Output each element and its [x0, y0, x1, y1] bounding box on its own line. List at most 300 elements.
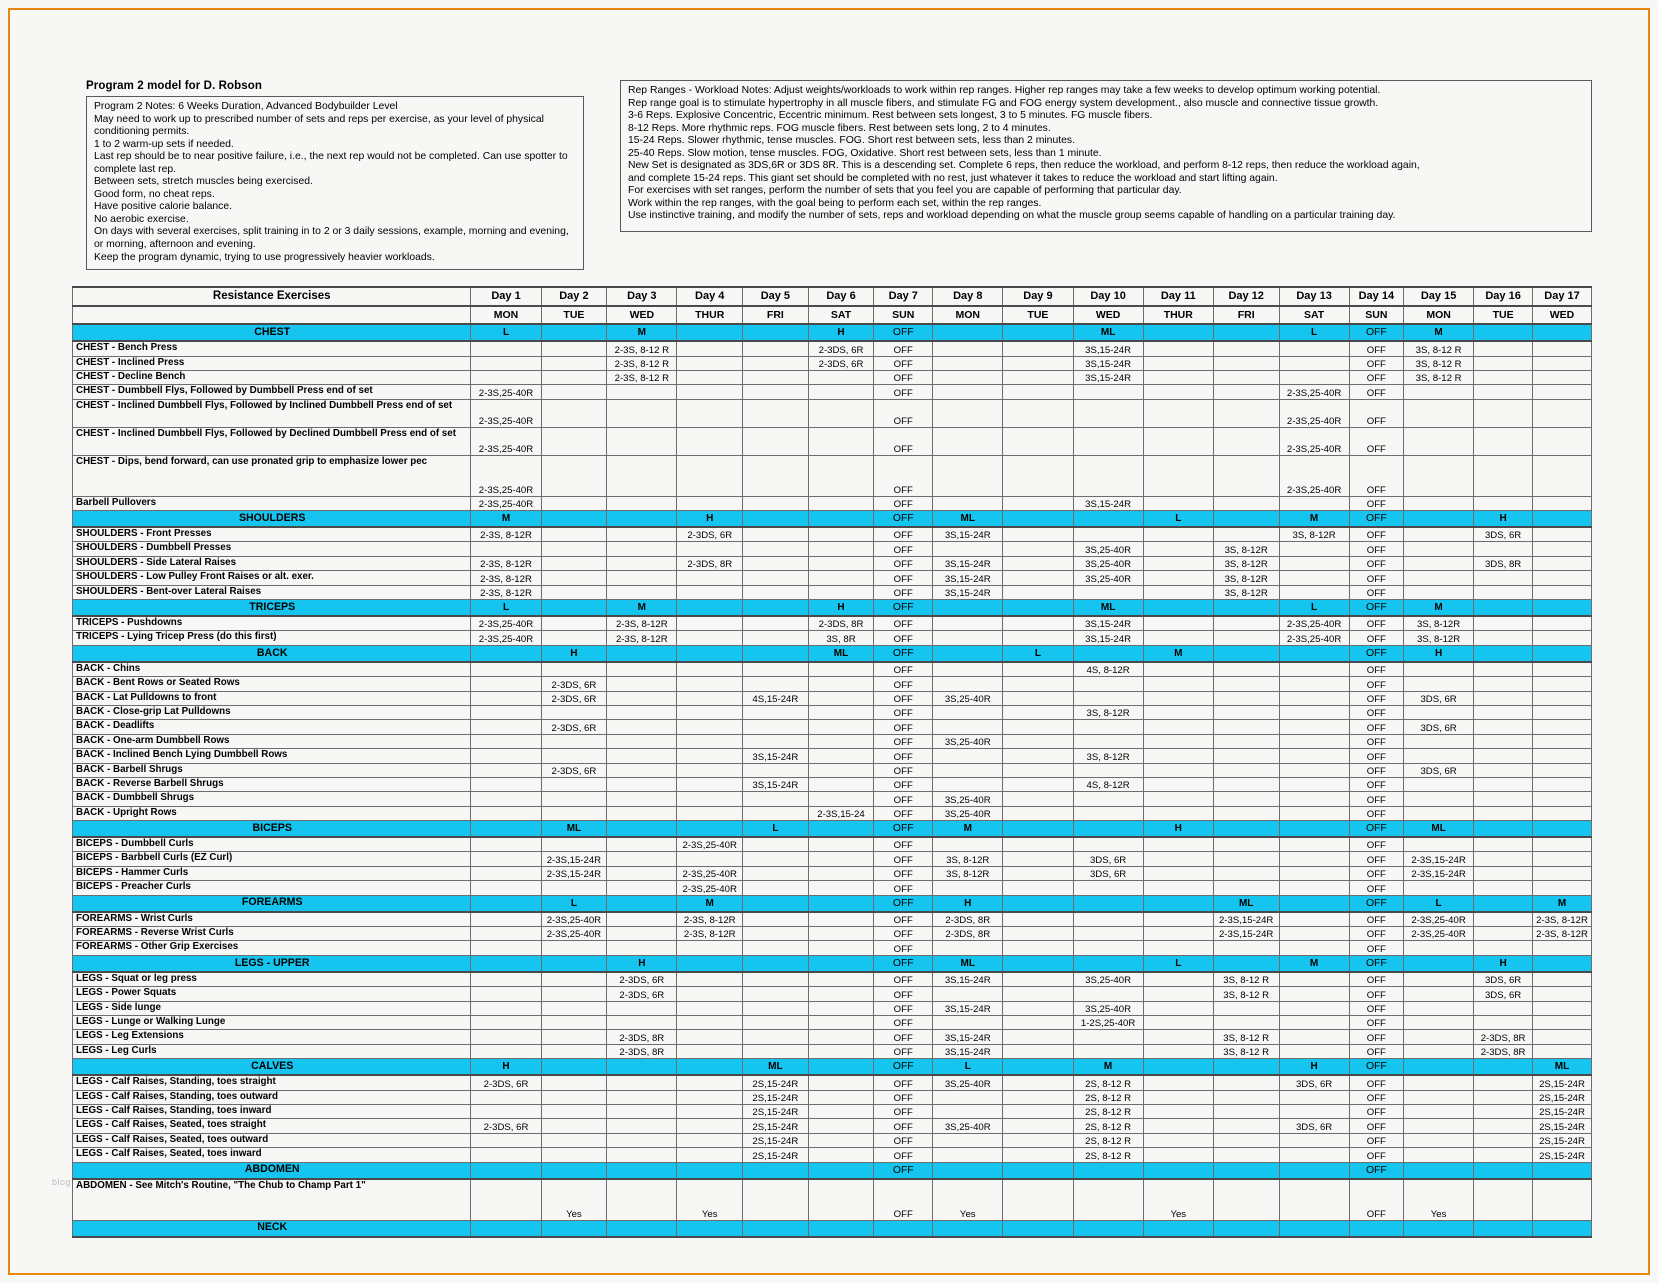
set-rep-cell[interactable] [607, 866, 677, 880]
set-rep-cell[interactable] [541, 427, 607, 455]
intensity-cell[interactable] [1003, 600, 1073, 617]
set-rep-cell[interactable]: 2S,15-24R [1533, 1148, 1592, 1162]
set-rep-cell[interactable] [677, 792, 743, 806]
intensity-cell[interactable] [541, 955, 607, 972]
set-rep-cell[interactable] [607, 720, 677, 734]
set-rep-cell[interactable]: 2-3DS, 8R [808, 616, 874, 631]
set-rep-cell[interactable] [1279, 912, 1349, 927]
intensity-cell[interactable] [743, 895, 809, 912]
set-rep-cell[interactable]: 4S,15-24R [743, 691, 809, 705]
intensity-cell[interactable] [471, 895, 541, 912]
set-rep-cell[interactable]: 3S,15-24R [1073, 370, 1143, 384]
rest-day-cell[interactable]: OFF [1349, 385, 1403, 399]
intensity-cell[interactable]: M [471, 511, 541, 528]
intensity-cell[interactable] [808, 1220, 874, 1237]
set-rep-cell[interactable] [1404, 1133, 1474, 1147]
set-rep-cell[interactable] [1533, 1179, 1592, 1221]
intensity-cell[interactable] [1003, 895, 1073, 912]
rest-day-cell[interactable]: OFF [1349, 705, 1403, 719]
intensity-cell[interactable] [1279, 1162, 1349, 1179]
set-rep-cell[interactable] [1474, 1001, 1533, 1015]
intensity-cell[interactable] [1279, 645, 1349, 662]
intensity-cell[interactable]: M [607, 600, 677, 617]
set-rep-cell[interactable] [1143, 571, 1213, 585]
set-rep-cell[interactable] [471, 792, 541, 806]
set-rep-cell[interactable] [1404, 542, 1474, 556]
rest-day-cell[interactable]: OFF [1349, 837, 1403, 852]
set-rep-cell[interactable] [1143, 866, 1213, 880]
intensity-cell[interactable] [933, 324, 1003, 341]
set-rep-cell[interactable] [933, 777, 1003, 791]
set-rep-cell[interactable]: 3S, 8-12R [1213, 542, 1279, 556]
set-rep-cell[interactable] [743, 370, 809, 384]
rest-day-cell[interactable]: OFF [874, 645, 933, 662]
rest-day-cell[interactable]: OFF [874, 662, 933, 677]
set-rep-cell[interactable]: 3S, 8-12R [1404, 631, 1474, 645]
rest-day-cell[interactable]: OFF [874, 399, 933, 427]
rest-day-cell[interactable]: OFF [1349, 1090, 1403, 1104]
intensity-cell[interactable] [1003, 955, 1073, 972]
rest-day-cell[interactable]: OFF [874, 631, 933, 645]
set-rep-cell[interactable] [471, 972, 541, 987]
set-rep-cell[interactable] [1474, 370, 1533, 384]
set-rep-cell[interactable] [1213, 734, 1279, 748]
set-rep-cell[interactable]: 2S,15-24R [743, 1148, 809, 1162]
set-rep-cell[interactable] [1474, 616, 1533, 631]
set-rep-cell[interactable] [1474, 1119, 1533, 1133]
intensity-cell[interactable] [808, 895, 874, 912]
set-rep-cell[interactable] [1474, 852, 1533, 866]
set-rep-cell[interactable] [541, 571, 607, 585]
set-rep-cell[interactable] [607, 585, 677, 599]
rest-day-cell[interactable]: OFF [1349, 571, 1403, 585]
set-rep-cell[interactable]: 3S, 8-12 R [1404, 356, 1474, 370]
intensity-cell[interactable] [607, 895, 677, 912]
set-rep-cell[interactable] [1404, 585, 1474, 599]
set-rep-cell[interactable] [1404, 385, 1474, 399]
rest-day-cell[interactable]: OFF [1349, 427, 1403, 455]
set-rep-cell[interactable] [1474, 720, 1533, 734]
set-rep-cell[interactable] [677, 1104, 743, 1118]
set-rep-cell[interactable]: 3S,15-24R [933, 585, 1003, 599]
rest-day-cell[interactable]: OFF [874, 720, 933, 734]
rest-day-cell[interactable]: OFF [1349, 941, 1403, 955]
intensity-cell[interactable]: ML [1533, 1059, 1592, 1076]
intensity-cell[interactable] [677, 1059, 743, 1076]
rest-day-cell[interactable]: OFF [874, 806, 933, 820]
set-rep-cell[interactable]: 2S, 8-12 R [1073, 1075, 1143, 1090]
set-rep-cell[interactable]: 2-3DS, 8R [933, 912, 1003, 927]
set-rep-cell[interactable] [808, 912, 874, 927]
set-rep-cell[interactable] [933, 455, 1003, 496]
set-rep-cell[interactable] [607, 385, 677, 399]
intensity-cell[interactable] [1213, 821, 1279, 838]
set-rep-cell[interactable] [808, 1044, 874, 1058]
set-rep-cell[interactable] [471, 749, 541, 763]
set-rep-cell[interactable] [1003, 912, 1073, 927]
set-rep-cell[interactable]: 3S,15-24R [1073, 341, 1143, 356]
set-rep-cell[interactable] [677, 720, 743, 734]
intensity-cell[interactable] [933, 1162, 1003, 1179]
set-rep-cell[interactable]: Yes [541, 1179, 607, 1221]
set-rep-cell[interactable] [677, 1090, 743, 1104]
rest-day-cell[interactable]: OFF [1349, 662, 1403, 677]
set-rep-cell[interactable] [1143, 399, 1213, 427]
set-rep-cell[interactable] [1003, 1148, 1073, 1162]
rest-day-cell[interactable]: OFF [1349, 1016, 1403, 1030]
set-rep-cell[interactable]: 4S, 8-12R [1073, 777, 1143, 791]
set-rep-cell[interactable]: 2-3S,25-40R [1279, 616, 1349, 631]
set-rep-cell[interactable] [808, 1030, 874, 1044]
intensity-cell[interactable] [743, 1220, 809, 1237]
set-rep-cell[interactable] [1404, 1044, 1474, 1058]
set-rep-cell[interactable] [1213, 763, 1279, 777]
intensity-cell[interactable] [743, 324, 809, 341]
set-rep-cell[interactable]: 2S, 8-12 R [1073, 1104, 1143, 1118]
set-rep-cell[interactable]: 2-3S,15-24R [1404, 852, 1474, 866]
set-rep-cell[interactable]: 2S, 8-12 R [1073, 1148, 1143, 1162]
set-rep-cell[interactable] [1279, 370, 1349, 384]
set-rep-cell[interactable] [743, 1001, 809, 1015]
set-rep-cell[interactable]: 2-3S, 8-12R [677, 912, 743, 927]
rest-day-cell[interactable]: OFF [874, 1075, 933, 1090]
set-rep-cell[interactable] [1474, 662, 1533, 677]
rest-day-cell[interactable]: OFF [874, 792, 933, 806]
set-rep-cell[interactable] [1279, 987, 1349, 1001]
set-rep-cell[interactable] [1003, 1179, 1073, 1221]
set-rep-cell[interactable] [808, 370, 874, 384]
set-rep-cell[interactable] [743, 927, 809, 941]
set-rep-cell[interactable] [1474, 705, 1533, 719]
set-rep-cell[interactable] [1003, 662, 1073, 677]
set-rep-cell[interactable]: 2-3S,15-24 [808, 806, 874, 820]
set-rep-cell[interactable] [1003, 677, 1073, 691]
intensity-cell[interactable] [1213, 600, 1279, 617]
set-rep-cell[interactable]: 3S,25-40R [1073, 556, 1143, 570]
intensity-cell[interactable] [677, 645, 743, 662]
set-rep-cell[interactable] [677, 341, 743, 356]
set-rep-cell[interactable]: 3DS, 6R [1404, 720, 1474, 734]
set-rep-cell[interactable] [471, 1133, 541, 1147]
rest-day-cell[interactable]: OFF [874, 866, 933, 880]
set-rep-cell[interactable] [1474, 1016, 1533, 1030]
set-rep-cell[interactable] [1003, 866, 1073, 880]
rest-day-cell[interactable]: OFF [874, 616, 933, 631]
set-rep-cell[interactable] [808, 1016, 874, 1030]
set-rep-cell[interactable] [1213, 941, 1279, 955]
set-rep-cell[interactable] [1279, 852, 1349, 866]
rest-day-cell[interactable]: OFF [874, 972, 933, 987]
set-rep-cell[interactable] [1003, 1133, 1073, 1147]
intensity-cell[interactable]: H [541, 645, 607, 662]
rest-day-cell[interactable]: OFF [874, 496, 933, 510]
intensity-cell[interactable]: L [1143, 511, 1213, 528]
set-rep-cell[interactable] [808, 677, 874, 691]
set-rep-cell[interactable]: 3S,25-40R [933, 806, 1003, 820]
set-rep-cell[interactable] [607, 1075, 677, 1090]
rest-day-cell[interactable]: OFF [1349, 1179, 1403, 1221]
set-rep-cell[interactable]: 2-3S,25-40R [1279, 427, 1349, 455]
intensity-cell[interactable] [1279, 1220, 1349, 1237]
set-rep-cell[interactable] [607, 542, 677, 556]
set-rep-cell[interactable]: 2-3DS, 6R [541, 763, 607, 777]
set-rep-cell[interactable] [541, 987, 607, 1001]
set-rep-cell[interactable]: 2-3DS, 6R [471, 1119, 541, 1133]
rest-day-cell[interactable]: OFF [1349, 927, 1403, 941]
rest-day-cell[interactable]: OFF [1349, 496, 1403, 510]
set-rep-cell[interactable]: 1-2S,25-40R [1073, 1016, 1143, 1030]
set-rep-cell[interactable]: 2-3S, 8-12R [471, 571, 541, 585]
set-rep-cell[interactable]: 2-3S,25-40R [1404, 927, 1474, 941]
set-rep-cell[interactable] [933, 1090, 1003, 1104]
set-rep-cell[interactable] [1404, 399, 1474, 427]
set-rep-cell[interactable]: 3S, 8-12R [933, 866, 1003, 880]
set-rep-cell[interactable] [1213, 881, 1279, 895]
set-rep-cell[interactable] [1003, 356, 1073, 370]
set-rep-cell[interactable]: 2-3S,15-24R [1213, 927, 1279, 941]
rest-day-cell[interactable]: OFF [1349, 1133, 1403, 1147]
intensity-cell[interactable]: ML [933, 511, 1003, 528]
rest-day-cell[interactable]: OFF [1349, 821, 1403, 838]
rest-day-cell[interactable]: OFF [1349, 1001, 1403, 1015]
set-rep-cell[interactable] [1003, 616, 1073, 631]
set-rep-cell[interactable] [808, 691, 874, 705]
set-rep-cell[interactable] [743, 866, 809, 880]
set-rep-cell[interactable] [471, 1104, 541, 1118]
set-rep-cell[interactable] [1474, 734, 1533, 748]
rest-day-cell[interactable]: OFF [874, 749, 933, 763]
set-rep-cell[interactable] [933, 631, 1003, 645]
set-rep-cell[interactable] [1073, 792, 1143, 806]
set-rep-cell[interactable] [1279, 1179, 1349, 1221]
set-rep-cell[interactable] [677, 852, 743, 866]
rest-day-cell[interactable]: OFF [1349, 356, 1403, 370]
intensity-cell[interactable] [874, 1220, 933, 1237]
set-rep-cell[interactable]: 2-3S,25-40R [1279, 385, 1349, 399]
rest-day-cell[interactable]: OFF [1349, 556, 1403, 570]
set-rep-cell[interactable] [1003, 455, 1073, 496]
intensity-cell[interactable]: ML [933, 955, 1003, 972]
set-rep-cell[interactable] [1143, 806, 1213, 820]
set-rep-cell[interactable] [1003, 427, 1073, 455]
intensity-cell[interactable] [1073, 821, 1143, 838]
rest-day-cell[interactable]: OFF [874, 1090, 933, 1104]
set-rep-cell[interactable] [808, 1001, 874, 1015]
set-rep-cell[interactable] [541, 556, 607, 570]
set-rep-cell[interactable]: 2-3S,25-40R [677, 866, 743, 880]
set-rep-cell[interactable] [1213, 496, 1279, 510]
set-rep-cell[interactable] [808, 941, 874, 955]
set-rep-cell[interactable]: 2-3S, 8-12R [1533, 927, 1592, 941]
set-rep-cell[interactable] [1474, 912, 1533, 927]
set-rep-cell[interactable] [471, 720, 541, 734]
rest-day-cell[interactable]: OFF [874, 1044, 933, 1058]
set-rep-cell[interactable] [1143, 763, 1213, 777]
set-rep-cell[interactable] [1213, 370, 1279, 384]
set-rep-cell[interactable]: 3S,25-40R [1073, 972, 1143, 987]
set-rep-cell[interactable] [1404, 1148, 1474, 1162]
set-rep-cell[interactable] [607, 556, 677, 570]
set-rep-cell[interactable] [607, 806, 677, 820]
intensity-cell[interactable] [1404, 1162, 1474, 1179]
set-rep-cell[interactable] [1073, 912, 1143, 927]
set-rep-cell[interactable] [808, 866, 874, 880]
set-rep-cell[interactable] [1279, 941, 1349, 955]
set-rep-cell[interactable] [607, 1133, 677, 1147]
set-rep-cell[interactable]: 3DS, 6R [1474, 527, 1533, 542]
set-rep-cell[interactable] [743, 1016, 809, 1030]
set-rep-cell[interactable] [1003, 941, 1073, 955]
set-rep-cell[interactable] [743, 1044, 809, 1058]
set-rep-cell[interactable]: 3S,25-40R [933, 691, 1003, 705]
set-rep-cell[interactable] [1143, 792, 1213, 806]
set-rep-cell[interactable] [743, 399, 809, 427]
set-rep-cell[interactable] [1073, 987, 1143, 1001]
set-rep-cell[interactable] [1279, 837, 1349, 852]
intensity-cell[interactable]: M [1279, 955, 1349, 972]
set-rep-cell[interactable] [1533, 399, 1592, 427]
intensity-cell[interactable] [1143, 600, 1213, 617]
rest-day-cell[interactable]: OFF [1349, 749, 1403, 763]
set-rep-cell[interactable] [1213, 1016, 1279, 1030]
set-rep-cell[interactable] [471, 941, 541, 955]
intensity-cell[interactable] [1404, 955, 1474, 972]
set-rep-cell[interactable] [933, 616, 1003, 631]
set-rep-cell[interactable] [677, 749, 743, 763]
set-rep-cell[interactable] [1533, 1001, 1592, 1015]
set-rep-cell[interactable]: Yes [1143, 1179, 1213, 1221]
set-rep-cell[interactable] [607, 496, 677, 510]
intensity-cell[interactable] [1143, 1059, 1213, 1076]
set-rep-cell[interactable] [1404, 792, 1474, 806]
set-rep-cell[interactable]: 2S,15-24R [1533, 1133, 1592, 1147]
set-rep-cell[interactable] [541, 356, 607, 370]
intensity-cell[interactable]: H [1474, 511, 1533, 528]
set-rep-cell[interactable] [1213, 399, 1279, 427]
set-rep-cell[interactable] [743, 852, 809, 866]
intensity-cell[interactable] [1533, 955, 1592, 972]
set-rep-cell[interactable] [677, 1001, 743, 1015]
set-rep-cell[interactable] [1213, 1133, 1279, 1147]
rest-day-cell[interactable]: OFF [1349, 912, 1403, 927]
set-rep-cell[interactable] [1073, 399, 1143, 427]
set-rep-cell[interactable] [743, 734, 809, 748]
set-rep-cell[interactable] [1143, 616, 1213, 631]
intensity-cell[interactable] [541, 324, 607, 341]
intensity-cell[interactable]: H [1143, 821, 1213, 838]
set-rep-cell[interactable] [1003, 1016, 1073, 1030]
intensity-cell[interactable]: ML [1404, 821, 1474, 838]
set-rep-cell[interactable] [1279, 734, 1349, 748]
set-rep-cell[interactable] [743, 571, 809, 585]
set-rep-cell[interactable] [808, 496, 874, 510]
set-rep-cell[interactable] [1213, 1119, 1279, 1133]
set-rep-cell[interactable] [1143, 556, 1213, 570]
rest-day-cell[interactable]: OFF [874, 341, 933, 356]
intensity-cell[interactable] [1143, 1162, 1213, 1179]
intensity-cell[interactable]: H [808, 324, 874, 341]
intensity-cell[interactable] [1533, 645, 1592, 662]
set-rep-cell[interactable] [1143, 1016, 1213, 1030]
set-rep-cell[interactable] [808, 852, 874, 866]
rest-day-cell[interactable]: OFF [874, 542, 933, 556]
set-rep-cell[interactable]: 2-3S,25-40R [471, 631, 541, 645]
intensity-cell[interactable] [471, 645, 541, 662]
set-rep-cell[interactable] [677, 1119, 743, 1133]
set-rep-cell[interactable] [1003, 542, 1073, 556]
set-rep-cell[interactable]: 2-3S,25-40R [471, 616, 541, 631]
set-rep-cell[interactable] [1279, 749, 1349, 763]
rest-day-cell[interactable]: OFF [874, 763, 933, 777]
rest-day-cell[interactable]: OFF [874, 571, 933, 585]
intensity-cell[interactable]: M [1143, 645, 1213, 662]
set-rep-cell[interactable] [677, 370, 743, 384]
set-rep-cell[interactable] [1073, 385, 1143, 399]
set-rep-cell[interactable] [1404, 571, 1474, 585]
set-rep-cell[interactable]: 3DS, 6R [1474, 987, 1533, 1001]
set-rep-cell[interactable] [1533, 370, 1592, 384]
rest-day-cell[interactable]: OFF [1349, 1044, 1403, 1058]
intensity-cell[interactable]: H [808, 600, 874, 617]
set-rep-cell[interactable] [1279, 1133, 1349, 1147]
set-rep-cell[interactable]: 2-3DS, 8R [933, 927, 1003, 941]
set-rep-cell[interactable] [743, 631, 809, 645]
set-rep-cell[interactable] [1213, 1001, 1279, 1015]
rest-day-cell[interactable]: OFF [1349, 455, 1403, 496]
set-rep-cell[interactable]: 3S,15-24R [743, 777, 809, 791]
set-rep-cell[interactable] [677, 734, 743, 748]
set-rep-cell[interactable] [743, 806, 809, 820]
rest-day-cell[interactable]: OFF [1349, 955, 1403, 972]
set-rep-cell[interactable]: 3DS, 6R [1279, 1075, 1349, 1090]
set-rep-cell[interactable] [808, 927, 874, 941]
intensity-cell[interactable] [1474, 821, 1533, 838]
set-rep-cell[interactable] [1143, 677, 1213, 691]
set-rep-cell[interactable] [471, 852, 541, 866]
rest-day-cell[interactable]: OFF [874, 1059, 933, 1076]
rest-day-cell[interactable]: OFF [1349, 631, 1403, 645]
set-rep-cell[interactable] [1404, 806, 1474, 820]
intensity-cell[interactable]: M [1404, 324, 1474, 341]
rest-day-cell[interactable]: OFF [874, 1133, 933, 1147]
set-rep-cell[interactable] [1279, 677, 1349, 691]
set-rep-cell[interactable]: 2-3S, 8-12R [471, 556, 541, 570]
set-rep-cell[interactable] [607, 837, 677, 852]
set-rep-cell[interactable] [1404, 556, 1474, 570]
set-rep-cell[interactable] [541, 399, 607, 427]
set-rep-cell[interactable] [1279, 777, 1349, 791]
set-rep-cell[interactable] [607, 677, 677, 691]
set-rep-cell[interactable] [933, 1133, 1003, 1147]
set-rep-cell[interactable] [471, 677, 541, 691]
set-rep-cell[interactable] [677, 1030, 743, 1044]
rest-day-cell[interactable]: OFF [1349, 585, 1403, 599]
set-rep-cell[interactable] [1143, 427, 1213, 455]
set-rep-cell[interactable] [1213, 427, 1279, 455]
set-rep-cell[interactable] [1213, 852, 1279, 866]
intensity-cell[interactable] [471, 1220, 541, 1237]
set-rep-cell[interactable]: 2-3DS, 6R [607, 987, 677, 1001]
intensity-cell[interactable] [471, 1162, 541, 1179]
set-rep-cell[interactable] [933, 881, 1003, 895]
intensity-cell[interactable] [1533, 1162, 1592, 1179]
set-rep-cell[interactable] [1143, 356, 1213, 370]
set-rep-cell[interactable] [541, 455, 607, 496]
intensity-cell[interactable] [1474, 1162, 1533, 1179]
set-rep-cell[interactable] [1073, 1044, 1143, 1058]
rest-day-cell[interactable]: OFF [1349, 881, 1403, 895]
set-rep-cell[interactable] [1474, 792, 1533, 806]
